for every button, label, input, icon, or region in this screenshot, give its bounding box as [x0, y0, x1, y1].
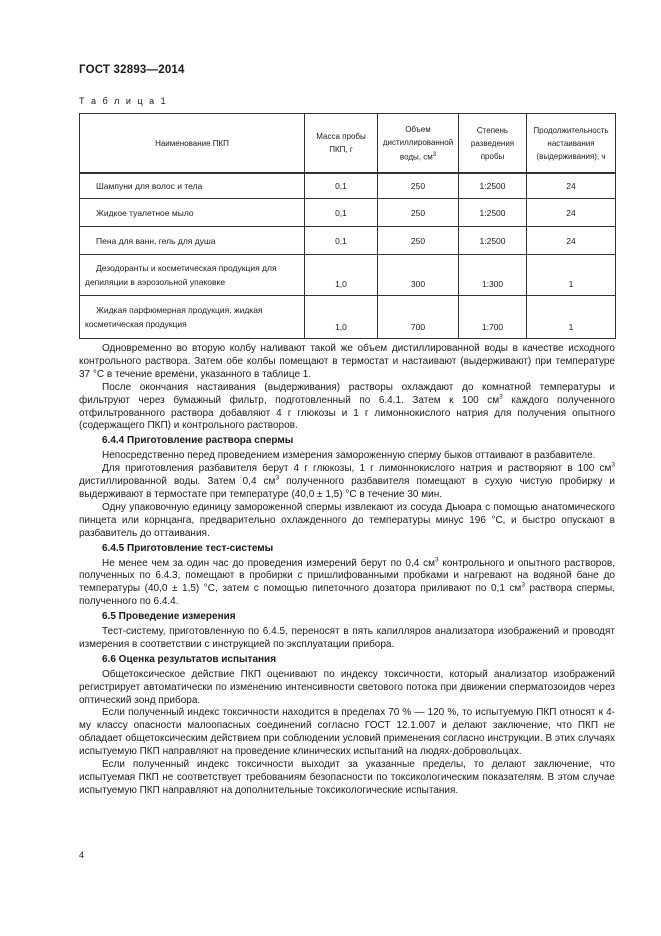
paragraph: Если полученный индекс токсичности выходит за указанные пределы, то делают заключение, что испытуемая ПКП не соответствует требованиям безопасности по токсикологическим показателям. В этом случае испытуемую ПКП направляют на дополнительные токсикологические испытания. [79, 759, 615, 796]
cell-mass: 1,0 [305, 296, 378, 339]
table-header-row [80, 114, 616, 174]
column-header-duration: Продолжительность настаивания (выдерживания), ч [527, 114, 616, 174]
superscript: 3 [434, 556, 439, 564]
cell-duration: 1 [527, 296, 616, 339]
text-run: Не менее чем за один час до проведения измерений берут по 0,4 см [102, 557, 435, 569]
cell-duration: 24 [527, 199, 616, 227]
paragraph: Непосредственно перед проведением измерения замороженную сперму быков оттаивают в разбавителе. [102, 450, 596, 462]
table-caption: Т а б л и ц а 1 [79, 96, 168, 106]
table-row [80, 199, 616, 227]
paragraph: Одну упаковочную единицу замороженной спермы извлекают из сосуда Дьюара с помощью анатомического пинцета или корнцанга, предварительно охлажденного до температуры минус 196 °С, и быстро опускают в разбавитель до оттаивания. [79, 501, 615, 539]
text-run: Для приготовления разбавителя берут 4 г глюкозы, 1 г лимоннокислого натрия и растворяют в 100 см [102, 463, 612, 475]
superscript: 3 [275, 474, 280, 482]
paragraph: Одновременно во вторую колбу наливают такой же объем дистиллированной воды в качестве исходного контрольного раствора. Затем обе колбы помещают в термостат и настаивают (выдерживают) при температуре 37 °С в течение времени, указанного в таблице 1. [79, 343, 615, 380]
cell-volume: 250 [378, 199, 459, 227]
column-header-mass: Масса пробы ПКП, г [305, 114, 378, 174]
cell-volume: 300 [378, 255, 459, 296]
text-run: полученного разбавителя помещают в сухую чистую пробирку и выдерживают в термостате при температуре (40,0 ± 1,5) °С в течение 30 мин. [79, 476, 615, 500]
paragraph: Тест-систему, приготовленную по 6.4.5, переносят в пять капилляров анализатора изображений и проводят измерения в соответствии с инструкцией по эксплуатации прибора. [79, 626, 615, 650]
paragraph: Если полученный индекс токсичности находится в пределах 70 % — 120 %, то испытуемую ПКП относят к 4-му классу опасности малоопасных соединений согласно ГОСТ 12.1.007 и делают заключение, что ПКП не обладает общетоксическим действием при соблюдении условий применения согласно инструкции. В этих случаях испытуемую ПКП направляют на проведение клинических испытаний на людях-добровольцах. [79, 707, 615, 758]
table-row [80, 173, 616, 199]
cell-volume: 700 [378, 296, 459, 339]
cell-duration: 1 [527, 255, 616, 296]
cell-dilution: 1:2500 [459, 199, 527, 227]
column-header-name: Наименование ПКП [80, 114, 305, 174]
section-heading-6-4-4: 6.4.4 Приготовление раствора спермы [102, 435, 294, 447]
superscript: 3 [611, 461, 615, 469]
cell-dilution: 1:300 [459, 255, 527, 296]
section-heading-6-4-5: 6.4.5 Приготовление тест-системы [102, 542, 274, 554]
section-heading-6-6: 6.6 Оценка результатов испытания [102, 653, 277, 665]
superscript: 3 [432, 151, 437, 158]
body-text [79, 343, 615, 798]
text-run: контрольного и опытного растворов, полученных по 6.4.3, помещают в пробирки с пришлифованными пробками и нагревают на водяной бане до температуры (40,0 ± 1,5) °С, затем с помощью пипеточного дозатора приливают по 0,1 см [79, 557, 615, 595]
paragraph [79, 382, 615, 434]
cell-mass: 0,1 [305, 173, 378, 199]
table-row [80, 296, 616, 339]
cell-dilution: 1:2500 [459, 227, 527, 255]
cell-mass: 0,1 [305, 227, 378, 255]
paragraph [79, 558, 615, 610]
cell-name: Дезодоранты и косметическая продукция для депиляции в аэрозольной упаковке [80, 255, 305, 296]
cell-dilution: 1:700 [459, 296, 527, 339]
cell-name: Жидкая парфюмерная продукция, жидкая косметическая продукция [80, 296, 305, 339]
cell-name: Шампуни для волос и тела [80, 173, 305, 199]
section-heading-6-5: 6.5 Проведение измерения [102, 611, 236, 623]
cell-mass: 0,1 [305, 199, 378, 227]
column-header-volume [378, 114, 459, 174]
data-table [79, 113, 616, 339]
page-number: 4 [79, 850, 85, 860]
cell-mass: 1,0 [305, 255, 378, 296]
cell-dilution: 1:2500 [459, 173, 527, 199]
table-row [80, 227, 616, 255]
column-header-volume-text: Объем дистиллированной воды, см [382, 124, 454, 162]
column-header-dilution: Степень разведения пробы [459, 114, 527, 174]
cell-duration: 24 [527, 173, 616, 199]
text-run: дистиллированной воды. Затем 0,4 см [79, 476, 276, 488]
superscript: 3 [499, 393, 503, 401]
cell-duration: 24 [527, 227, 616, 255]
table-row [80, 255, 616, 296]
text-run: каждого полученного отфильтрованного раствора добавляют 4 г глюкозы и 1 г лимоннокислого натрия для получения опытного (содержащего ПКП) и контрольного растворов. [79, 394, 615, 432]
cell-name: Пена для ванн, гель для душа [80, 227, 305, 255]
cell-volume: 250 [378, 173, 459, 199]
text-run: раствора спермы, полученного по 6.4.4. [79, 583, 615, 608]
superscript: 3 [521, 581, 525, 589]
cell-name: Жидкое туалетное мыло [80, 199, 305, 227]
text-run: После окончания настаивания (выдерживания) растворы охлаждают до комнатной температуры и фильтруют через бумажный фильтр, подготовленный по 6.4.1. Затем к 100 см [79, 381, 615, 406]
paragraph: Общетоксическое действие ПКП оценивают по индексу токсичности, который анализатор изображений регистрирует автоматически по изменению интенсивности светового потока при движении сперматозоидов через оптический зонд прибора. [79, 668, 615, 706]
cell-volume: 250 [378, 227, 459, 255]
document-header: ГОСТ 32893—2014 [79, 64, 185, 76]
paragraph [79, 463, 615, 502]
